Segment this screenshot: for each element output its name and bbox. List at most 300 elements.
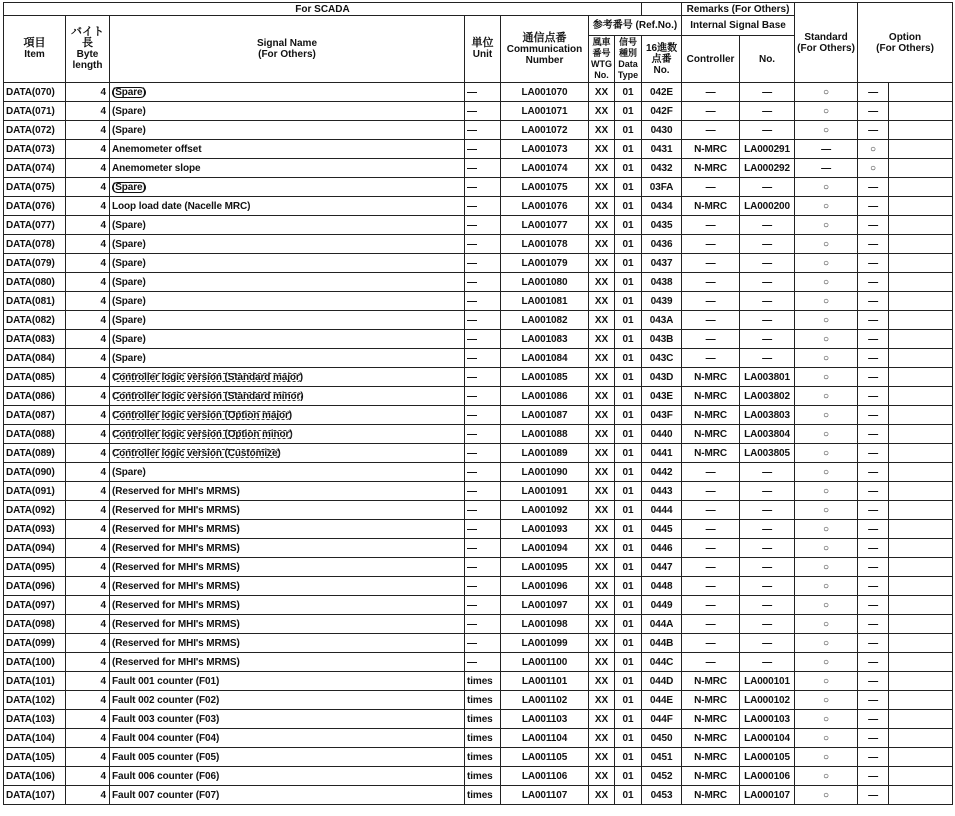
option-cell <box>858 311 889 330</box>
isb-no-cell-text: — <box>762 238 772 250</box>
byte-length-cell-text: 4 <box>100 618 106 630</box>
isb-no-cell-text: — <box>762 504 772 516</box>
hex-no-cell <box>642 558 682 577</box>
standard-cell-text: ○ <box>823 504 829 516</box>
controller-cell <box>682 520 740 539</box>
standard-cell-text: ○ <box>823 295 829 307</box>
comm-number-cell <box>501 596 589 615</box>
hex-no-cell-text: 044A <box>649 618 674 630</box>
unit-cell <box>465 577 501 596</box>
option-cell-text: — <box>868 675 878 687</box>
wtg-no-cell-text: XX <box>594 333 609 345</box>
standard-cell-text: ○ <box>823 694 829 706</box>
unit-cell-text: — <box>467 580 477 592</box>
option-cell <box>858 748 889 767</box>
wtg-no-cell <box>589 615 615 634</box>
data-type-cell <box>615 102 642 121</box>
comm-number-cell <box>501 349 589 368</box>
comm-number-cell <box>501 748 589 767</box>
data-type-cell-text: 01 <box>622 599 634 611</box>
unit-cell <box>465 102 501 121</box>
option-cell <box>858 463 889 482</box>
isb-no-cell <box>740 577 795 596</box>
signal-name-cell-text: Fault 004 counter (F04) <box>112 732 220 744</box>
hex-no-cell <box>642 520 682 539</box>
comm-en-label: Communication Number <box>506 43 583 66</box>
signal-name-cell-text: (Spare) <box>112 238 146 250</box>
option-cell <box>858 83 889 102</box>
controller-cell-text: — <box>705 333 716 345</box>
item-cell-text: DATA(104) <box>6 732 55 744</box>
byte-length-cell-text: 4 <box>100 713 106 725</box>
option-label: Option <box>888 31 922 43</box>
unit-cell <box>465 691 501 710</box>
signal-name-cell-text: Fault 001 counter (F01) <box>112 675 220 687</box>
data-type-cell-text: 01 <box>622 276 634 288</box>
table-row <box>4 615 953 634</box>
byte-length-cell <box>66 216 110 235</box>
option-cell <box>858 197 889 216</box>
controller-cell-text: N-MRC <box>694 751 727 763</box>
option-cell <box>858 501 889 520</box>
option-cell <box>858 254 889 273</box>
comm-number-cell-text: LA001104 <box>521 732 568 744</box>
controller-cell-text: — <box>705 466 716 478</box>
item-cell <box>4 83 66 102</box>
hex-no-cell-text: 0439 <box>650 295 673 307</box>
isb-no-cell <box>740 159 795 178</box>
wtg-no-cell-text: XX <box>594 238 609 250</box>
hex-no-cell <box>642 197 682 216</box>
standard-cell <box>795 710 858 729</box>
controller-cell <box>682 596 740 615</box>
standard-cell <box>795 311 858 330</box>
signal-name-cell-text: Controller logic version (Option major) <box>112 409 293 421</box>
wtg-no-cell <box>589 691 615 710</box>
item-cell-text: DATA(098) <box>6 618 55 630</box>
isb-no-cell-text: — <box>762 542 772 554</box>
controller-cell <box>682 406 740 425</box>
option-cell-text: — <box>868 618 878 630</box>
signal-name-cell <box>110 273 465 292</box>
standard-cell <box>795 178 858 197</box>
byte-length-cell-text: 4 <box>100 789 106 801</box>
standard-label: Standard <box>804 31 848 43</box>
standard-cell <box>795 273 858 292</box>
option-cell <box>858 615 889 634</box>
controller-cell-text: — <box>705 257 716 269</box>
signal-name-cell-text: Controller logic version (Standard minor) <box>112 390 304 402</box>
unit-cell-text: — <box>467 504 477 516</box>
controller-cell <box>682 387 740 406</box>
signal-name-cell <box>110 729 465 748</box>
item-cell-text: DATA(103) <box>6 713 55 725</box>
controller-cell <box>682 159 740 178</box>
hex-no-cell-text: 0449 <box>650 599 673 611</box>
option-cell-text: — <box>868 333 878 345</box>
byte-length-cell-text: 4 <box>100 86 106 98</box>
option-cell-text: — <box>868 466 878 478</box>
isb-no-cell-text: LA000106 <box>744 770 790 782</box>
signal-name-cell <box>110 197 465 216</box>
for-scada-header: For SCADA <box>4 3 642 16</box>
dtype-jp-label: 信号種別 <box>619 37 638 58</box>
isb-no-cell <box>740 748 795 767</box>
table-row <box>4 311 953 330</box>
standard-cell <box>795 463 858 482</box>
comm-number-cell-text: LA001102 <box>521 694 568 706</box>
isb-no-cell-text: — <box>762 295 772 307</box>
standard-cell <box>795 729 858 748</box>
table-row <box>4 159 953 178</box>
item-cell-text: DATA(082) <box>6 314 55 326</box>
signal-name-cell <box>110 102 465 121</box>
table-row <box>4 672 953 691</box>
wtg-no-cell <box>589 406 615 425</box>
byte-jp-label: バイト長 <box>71 26 104 49</box>
standard-cell-text: ○ <box>823 257 829 269</box>
data-type-cell-text: 01 <box>622 428 634 440</box>
standard-cell-text: ○ <box>823 86 829 98</box>
wtg-no-cell <box>589 539 615 558</box>
table-header <box>4 3 953 83</box>
hex-no-cell-text: 0452 <box>650 770 673 782</box>
wtg-no-cell-text: XX <box>594 86 609 98</box>
item-cell-text: DATA(075) <box>6 181 55 193</box>
unit-cell <box>465 83 501 102</box>
hex-no-cell <box>642 121 682 140</box>
option-cell-text: — <box>868 314 878 326</box>
standard-cell-text: — <box>821 162 831 174</box>
table-body <box>4 83 953 805</box>
comm-number-cell <box>501 691 589 710</box>
wtg-no-cell-text: XX <box>594 618 609 630</box>
unit-cell-text: — <box>467 618 477 630</box>
table-row <box>4 577 953 596</box>
option-cell-text: — <box>868 656 878 668</box>
wtg-no-cell <box>589 634 615 653</box>
isb-no-cell <box>740 406 795 425</box>
blank-cell <box>889 216 953 235</box>
byte-length-cell <box>66 501 110 520</box>
blank-cell <box>889 653 953 672</box>
unit-cell <box>465 710 501 729</box>
hex-no-cell <box>642 786 682 805</box>
option-cell <box>858 425 889 444</box>
standard-cell-text: ○ <box>823 789 829 801</box>
unit-cell-text: — <box>467 276 477 288</box>
item-cell-text: DATA(102) <box>6 694 55 706</box>
controller-cell-text: — <box>705 181 716 193</box>
wtg-no-cell <box>589 368 615 387</box>
option-cell-text: — <box>868 200 878 212</box>
standard-cell <box>795 577 858 596</box>
isb-no-cell-text: — <box>762 637 772 649</box>
isb-no-cell <box>740 330 795 349</box>
data-type-cell <box>615 387 642 406</box>
isb-no-cell-text: LA003804 <box>744 428 790 440</box>
blank-cell <box>889 83 953 102</box>
option-cell <box>858 691 889 710</box>
option-cell-text: — <box>868 713 878 725</box>
standard-cell <box>795 748 858 767</box>
blank-cell <box>889 539 953 558</box>
comm-number-cell <box>501 368 589 387</box>
byte-length-cell <box>66 121 110 140</box>
signal-name-cell <box>110 615 465 634</box>
signal-name-cell <box>110 368 465 387</box>
controller-cell <box>682 197 740 216</box>
signal-name-cell-text: (Spare) <box>112 105 146 117</box>
item-cell-text: DATA(079) <box>6 257 55 269</box>
signal-name-cell-text: (Reserved for MHI's MRMS) <box>112 637 240 649</box>
hex-no-cell-text: 043B <box>649 333 674 345</box>
wtg-no-cell-text: XX <box>594 257 609 269</box>
comm-number-cell-text: LA001107 <box>521 789 568 801</box>
data-type-cell-text: 01 <box>622 485 634 497</box>
data-type-cell-text: 01 <box>622 105 634 117</box>
signal-name-cell <box>110 577 465 596</box>
comm-number-cell <box>501 406 589 425</box>
isb-no-cell <box>740 140 795 159</box>
comm-number-cell <box>501 520 589 539</box>
standard-cell <box>795 482 858 501</box>
option-cell <box>858 159 889 178</box>
hex-no-cell-text: 0431 <box>650 143 673 155</box>
option-cell-text: — <box>868 105 878 117</box>
data-type-cell-text: 01 <box>622 219 634 231</box>
data-type-cell <box>615 596 642 615</box>
controller-cell-text: — <box>705 504 716 516</box>
controller-cell <box>682 178 740 197</box>
wtg-no-cell-text: XX <box>594 789 609 801</box>
isb-no-header: No. <box>740 36 795 83</box>
isb-no-cell-text: — <box>762 314 772 326</box>
unit-cell-text: — <box>467 105 477 117</box>
option-cell <box>858 710 889 729</box>
isb-no-cell-text: — <box>762 276 772 288</box>
controller-cell <box>682 330 740 349</box>
hex-no-cell-text: 0451 <box>650 751 673 763</box>
signal-name-cell-text: (Reserved for MHI's MRMS) <box>112 656 240 668</box>
item-cell-text: DATA(100) <box>6 656 55 668</box>
data-type-cell-text: 01 <box>622 390 634 402</box>
unit-cell <box>465 501 501 520</box>
item-cell <box>4 539 66 558</box>
data-type-cell-text: 01 <box>622 295 634 307</box>
controller-cell <box>682 292 740 311</box>
item-cell <box>4 748 66 767</box>
comm-number-cell <box>501 653 589 672</box>
controller-cell-text: — <box>705 637 716 649</box>
blank-cell <box>889 558 953 577</box>
data-type-cell-text: 01 <box>622 143 634 155</box>
hex-no-cell <box>642 615 682 634</box>
byte-length-cell-text: 4 <box>100 257 106 269</box>
comm-number-cell <box>501 463 589 482</box>
item-cell <box>4 216 66 235</box>
unit-cell-text: — <box>467 143 477 155</box>
byte-length-cell-text: 4 <box>100 447 106 459</box>
standard-cell <box>795 691 858 710</box>
unit-cell-text: times <box>467 694 493 706</box>
comm-number-cell <box>501 482 589 501</box>
controller-cell <box>682 368 740 387</box>
unit-cell-text: — <box>467 181 477 193</box>
isb-no-cell-text: LA000291 <box>744 143 790 155</box>
option-cell <box>858 672 889 691</box>
option-cell-text: — <box>868 219 878 231</box>
byte-length-cell <box>66 653 110 672</box>
unit-cell-text: — <box>467 333 477 345</box>
unit-cell <box>465 463 501 482</box>
isb-no-cell <box>740 368 795 387</box>
controller-cell <box>682 539 740 558</box>
isb-no-cell <box>740 349 795 368</box>
isb-no-cell-text: LA000103 <box>744 713 790 725</box>
signal-name-cell <box>110 178 465 197</box>
data-type-cell <box>615 444 642 463</box>
option-cell-text: — <box>868 637 878 649</box>
standard-cell-text: ○ <box>823 352 829 364</box>
wtg-no-cell-text: XX <box>594 561 609 573</box>
standard-cell-text: ○ <box>823 238 829 250</box>
blank-cell <box>889 197 953 216</box>
byte-length-cell-text: 4 <box>100 352 106 364</box>
controller-cell <box>682 729 740 748</box>
comm-number-cell <box>501 83 589 102</box>
byte-en-label: Byte length <box>72 49 103 71</box>
isb-no-cell <box>740 501 795 520</box>
standard-cell <box>795 425 858 444</box>
controller-cell <box>682 121 740 140</box>
option-header <box>858 3 953 83</box>
byte-length-cell-text: 4 <box>100 770 106 782</box>
item-cell <box>4 368 66 387</box>
standard-cell-text: ○ <box>823 523 829 535</box>
comm-number-cell <box>501 729 589 748</box>
isb-no-cell <box>740 691 795 710</box>
isb-no-cell-text: LA003801 <box>744 371 790 383</box>
standard-cell-text: ○ <box>823 314 829 326</box>
option-cell <box>858 539 889 558</box>
standard-cell <box>795 330 858 349</box>
table-row <box>4 482 953 501</box>
option-cell <box>858 178 889 197</box>
data-type-cell-text: 01 <box>622 618 634 630</box>
item-cell <box>4 672 66 691</box>
wtg-no-cell-text: XX <box>594 276 609 288</box>
option-cell-text: — <box>868 276 878 288</box>
isb-no-cell-text: LA000102 <box>744 694 790 706</box>
table-row <box>4 254 953 273</box>
standard-cell <box>795 140 858 159</box>
item-cell-text: DATA(081) <box>6 295 55 307</box>
item-cell <box>4 520 66 539</box>
wtg-no-cell-text: XX <box>594 409 609 421</box>
unit-cell-text: — <box>467 124 477 136</box>
data-type-cell-text: 01 <box>622 561 634 573</box>
option-cell-text: — <box>868 542 878 554</box>
standard-cell <box>795 368 858 387</box>
wtg-no-cell <box>589 121 615 140</box>
unit-cell-text: — <box>467 523 477 535</box>
signal-name-cell <box>110 444 465 463</box>
signal-name-cell-text: (Reserved for MHI's MRMS) <box>112 561 240 573</box>
option-cell-text: — <box>868 181 878 193</box>
signal-name-cell-text: Anemometer slope <box>112 162 201 174</box>
controller-cell-text: N-MRC <box>694 713 727 725</box>
wtg-jp-label: 風車番号 <box>592 37 611 58</box>
hex-no-cell <box>642 102 682 121</box>
unit-cell-text: times <box>467 789 493 801</box>
byte-length-cell-text: 4 <box>100 371 106 383</box>
hex-no-cell-text: 0450 <box>650 732 673 744</box>
option-cell-text: — <box>868 447 878 459</box>
signal-name-cell-text: (Reserved for MHI's MRMS) <box>112 580 240 592</box>
option-cell-text: — <box>868 599 878 611</box>
data-type-cell <box>615 748 642 767</box>
hex-en-label: No. <box>653 64 670 76</box>
controller-cell-text: — <box>705 238 716 250</box>
unit-cell <box>465 482 501 501</box>
hex-no-cell <box>642 710 682 729</box>
standard-cell <box>795 672 858 691</box>
item-cell <box>4 615 66 634</box>
controller-cell-text: — <box>705 352 716 364</box>
signal-name-cell-text: (Spare) <box>112 86 146 98</box>
comm-number-cell <box>501 178 589 197</box>
signal-name-cell-text: Controller logic version (Customize) <box>112 447 281 459</box>
data-type-cell <box>615 330 642 349</box>
signal-name-cell <box>110 748 465 767</box>
byte-length-cell-text: 4 <box>100 295 106 307</box>
controller-cell-text: — <box>705 656 716 668</box>
comm-number-cell <box>501 102 589 121</box>
comm-number-cell-text: LA001096 <box>521 580 568 592</box>
signal-name-cell-text: (Spare) <box>112 257 146 269</box>
isb-no-cell <box>740 520 795 539</box>
hex-no-cell-text: 0453 <box>650 789 673 801</box>
byte-length-cell-text: 4 <box>100 561 106 573</box>
wtg-no-cell <box>589 311 615 330</box>
byte-length-cell <box>66 83 110 102</box>
item-jp-label: 項目 <box>23 37 46 49</box>
signal-name-cell <box>110 463 465 482</box>
item-cell <box>4 178 66 197</box>
signal-name-cell <box>110 634 465 653</box>
wtg-no-cell <box>589 786 615 805</box>
hex-no-cell <box>642 634 682 653</box>
controller-cell-text: — <box>705 523 716 535</box>
item-cell-text: DATA(073) <box>6 143 55 155</box>
comm-number-cell <box>501 501 589 520</box>
byte-length-cell-text: 4 <box>100 181 106 193</box>
data-type-cell-text: 01 <box>622 238 634 250</box>
isb-no-cell <box>740 786 795 805</box>
isb-no-cell-text: — <box>762 485 772 497</box>
isb-no-cell <box>740 216 795 235</box>
wtg-no-cell-text: XX <box>594 447 609 459</box>
standard-sub-label: (For Others) <box>797 42 855 54</box>
hex-no-cell <box>642 292 682 311</box>
blank-cell <box>889 520 953 539</box>
unit-cell <box>465 159 501 178</box>
option-cell <box>858 444 889 463</box>
hex-no-cell <box>642 729 682 748</box>
hex-no-cell-text: 044D <box>649 675 674 687</box>
signal-name-cell <box>110 311 465 330</box>
